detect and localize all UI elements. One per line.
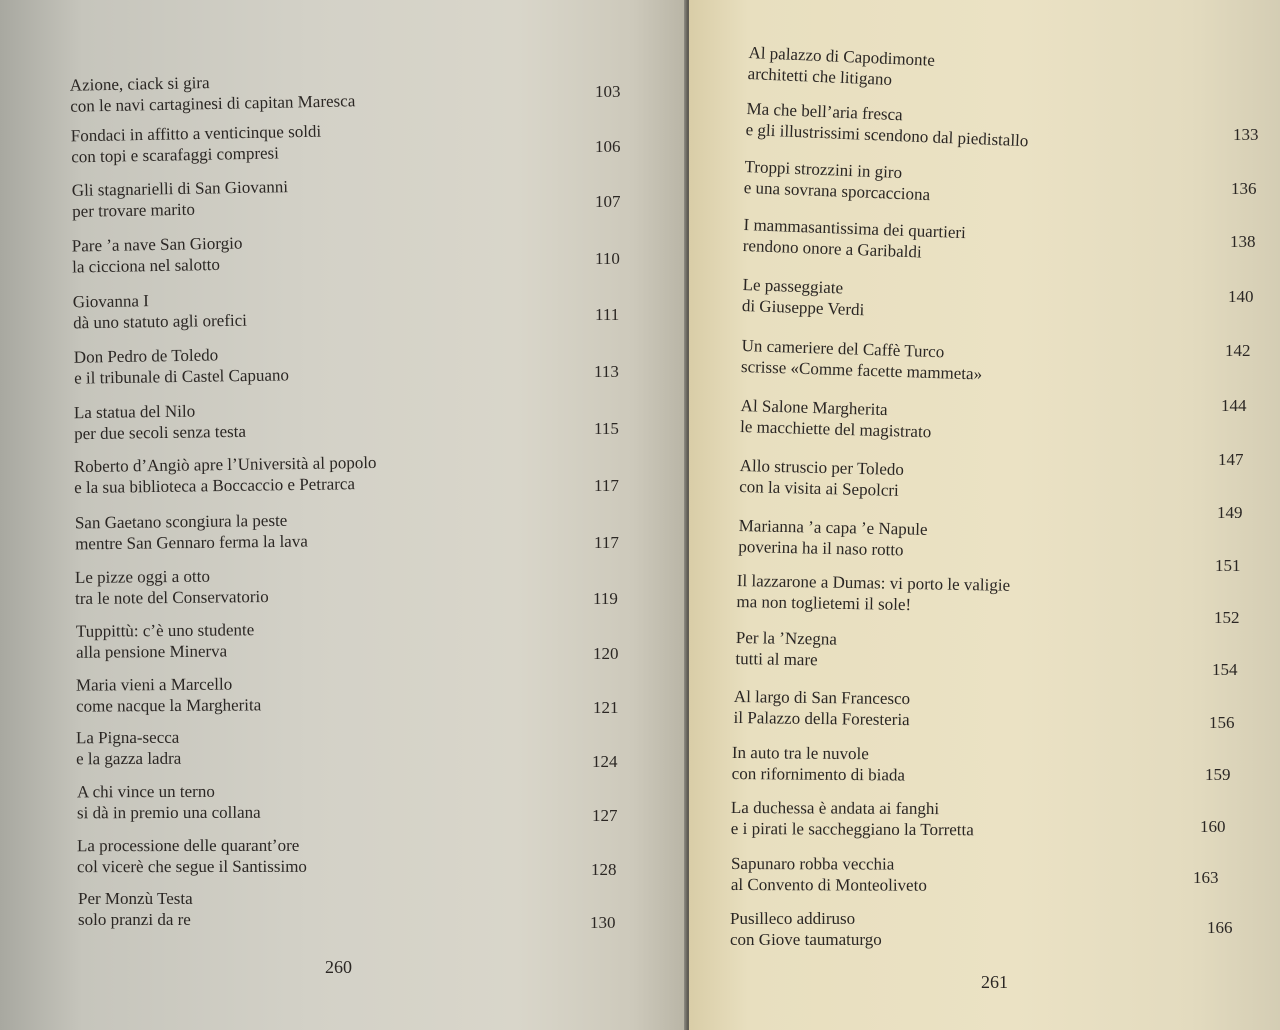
entry-subtitle: col vicerè che segue il Santissimo — [77, 856, 307, 877]
entry-subtitle: solo pranzi da re — [78, 910, 191, 929]
entry-subtitle: e la sua biblioteca a Boccaccio e Petrarca — [74, 474, 356, 498]
entry-page-number: 149 — [1217, 503, 1243, 522]
entry-page-number: 136 — [1231, 179, 1257, 198]
entry-title: Il lazzarone a Dumas: vi porto le valigie — [736, 570, 1011, 595]
entry-subtitle: il Palazzo della Foresteria — [733, 707, 910, 730]
toc-entry — [76, 673, 261, 716]
entry-title: Giovanna I — [72, 291, 150, 312]
entry-title: Gli stagnarielli di San Giovanni — [71, 177, 289, 200]
entry-page-number: 147 — [1218, 450, 1244, 469]
toc-entry — [73, 289, 247, 334]
toc-entry — [75, 510, 308, 555]
entry-page-number: 121 — [593, 698, 619, 717]
toc-entry — [77, 835, 307, 877]
right-page — [689, 0, 1280, 1030]
toc-entry — [74, 452, 377, 498]
entry-subtitle: per trovare marito — [72, 199, 196, 221]
toc-entry — [70, 69, 356, 116]
entry-subtitle: mentre San Gennaro ferma la lava — [75, 531, 308, 554]
toc-entry — [742, 274, 866, 320]
page-number: 261 — [981, 972, 1008, 992]
entry-title: Roberto d’Angiò apre l’Università al popolo — [73, 452, 377, 477]
entry-title: La Pigna-secca — [75, 727, 180, 748]
entry-title: Tuppittù: c’è uno studente — [75, 620, 255, 641]
entry-page-number: 120 — [593, 644, 619, 663]
entry-page-number: 166 — [1207, 918, 1233, 937]
entry-title: A chi vince un terno — [76, 781, 215, 802]
entry-title: Marianna ’a capa ’e Napule — [738, 515, 928, 539]
toc-entry — [76, 619, 255, 663]
entry-subtitle: rendono onore a Garibaldi — [742, 235, 922, 262]
entry-subtitle: architetti che litigano — [747, 63, 893, 90]
entry-title: Fondaci in affitto a venticinque soldi — [70, 121, 322, 146]
page-number: 260 — [325, 957, 352, 977]
toc-entry — [76, 727, 181, 770]
entry-title: I mammasantissima dei quartieri — [743, 214, 967, 243]
entry-subtitle: con Giove taumaturgo — [730, 930, 882, 949]
entry-page-number: 144 — [1221, 396, 1247, 415]
toc-entry — [78, 888, 193, 930]
entry-title: Azione, ciack si gira — [69, 73, 210, 95]
entry-title: La duchessa è andata ai fanghi — [730, 798, 940, 819]
entry-subtitle: con la visita ai Sepolcri — [738, 476, 899, 500]
entry-title: Pusilleco addiruso — [730, 909, 856, 928]
entry-page-number: 140 — [1228, 287, 1254, 306]
entry-subtitle: le macchiette del magistrato — [739, 416, 932, 442]
entry-subtitle: si dà in premio una collana — [77, 802, 261, 823]
entry-page-number: 103 — [595, 82, 621, 101]
entry-title: Pare ’a nave San Giorgio — [71, 233, 243, 256]
entry-title: La statua del Nilo — [73, 401, 196, 423]
toc-entry — [740, 395, 932, 442]
entry-title: Un cameriere del Caffè Turco — [741, 335, 945, 362]
toc-entry — [747, 42, 935, 92]
entry-subtitle: alla pensione Minerva — [76, 641, 228, 662]
entry-title: Troppi strozzini in giro — [744, 156, 903, 183]
entry-title: In auto tra le nuvole — [731, 742, 869, 764]
entry-page-number: 128 — [591, 860, 617, 879]
toc-entry — [72, 176, 289, 222]
toc-entry — [735, 627, 837, 671]
entry-subtitle: come nacque la Margherita — [76, 695, 262, 716]
entry-page-number: 117 — [594, 476, 619, 495]
entry-subtitle: tutti al mare — [735, 648, 818, 670]
entry-page-number: 151 — [1215, 556, 1241, 575]
toc-entry — [743, 156, 931, 205]
entry-title: Sapunaro robba vecchia — [730, 854, 895, 874]
toc-entry — [72, 233, 243, 278]
entry-title: Per Monzù Testa — [78, 889, 193, 908]
entry-page-number: 154 — [1212, 660, 1238, 679]
toc-entry — [730, 908, 882, 950]
entry-title: Al palazzo di Capodimonte — [748, 42, 936, 70]
toc-entry — [732, 742, 906, 786]
entry-page-number: 152 — [1214, 608, 1240, 627]
toc-entry — [74, 343, 289, 388]
entry-title: La processione delle quarant’ore — [76, 835, 300, 856]
entry-page-number: 106 — [595, 137, 621, 156]
entry-title: Per la ’Nzegna — [735, 627, 837, 649]
toc-entry — [733, 686, 910, 730]
entry-page-number: 163 — [1193, 868, 1219, 887]
toc-entry — [745, 98, 1029, 151]
entry-subtitle: dà uno statuto agli orefici — [73, 310, 248, 333]
toc-entry — [71, 121, 322, 168]
entry-page-number: 159 — [1205, 765, 1231, 784]
entry-subtitle: con rifornimento di biada — [731, 763, 906, 785]
entry-page-number: 127 — [592, 806, 618, 825]
toc-entry — [731, 853, 927, 896]
entry-subtitle: tra le note del Conservatorio — [75, 586, 269, 609]
entry-title: Al largo di San Francesco — [733, 686, 911, 709]
entry-subtitle: poverina ha il naso rotto — [738, 536, 904, 560]
entry-page-number: 130 — [590, 913, 616, 932]
entry-subtitle: e i pirati le saccheggiano la Torretta — [730, 818, 974, 840]
entry-subtitle: con topi e scarafaggi compresi — [71, 143, 280, 167]
entry-subtitle: ma non toglietemi il sole! — [736, 591, 912, 615]
toc-entry — [739, 455, 904, 501]
entry-subtitle: per due secoli senza testa — [74, 421, 247, 444]
entry-title: Don Pedro de Toledo — [73, 345, 219, 367]
entry-subtitle: con le navi cartaginesi di capitan Maresca — [70, 91, 356, 116]
entry-subtitle: al Convento di Monteoliveto — [730, 874, 927, 895]
entry-page-number: 115 — [594, 419, 619, 438]
toc-entry — [75, 565, 269, 609]
toc-entry — [742, 214, 966, 264]
entry-page-number: 110 — [595, 249, 620, 268]
entry-title: Al Salone Margherita — [740, 395, 888, 420]
entry-page-number: 138 — [1230, 232, 1256, 251]
entry-page-number: 113 — [594, 362, 619, 381]
entry-page-number: 124 — [592, 752, 618, 771]
entry-subtitle: e il tribunale di Castel Capuano — [74, 365, 290, 388]
toc-entry — [736, 570, 1010, 617]
entry-title: Maria vieni a Marcello — [75, 674, 233, 695]
entry-page-number: 107 — [595, 192, 621, 211]
entry-page-number: 156 — [1209, 713, 1235, 732]
entry-page-number: 111 — [595, 305, 620, 324]
toc-entry — [74, 400, 246, 444]
toc-entry — [77, 781, 261, 824]
entry-title: Le pizze oggi a otto — [74, 566, 211, 588]
entry-subtitle: la cicciona nel salotto — [72, 254, 221, 277]
entry-page-number: 119 — [593, 589, 618, 608]
entry-subtitle: e una sovrana sporcacciona — [743, 177, 931, 205]
toc-entry — [731, 797, 974, 840]
entry-page-number: 117 — [594, 533, 619, 552]
entry-title: San Gaetano scongiura la peste — [74, 510, 288, 533]
entry-subtitle: e gli illustrissimi scendono dal piedistallo — [745, 119, 1029, 151]
entry-subtitle: e la gazza ladra — [76, 748, 182, 769]
entry-subtitle: di Giuseppe Verdi — [741, 295, 865, 320]
entry-title: Le passeggiate — [742, 274, 844, 298]
entry-title: Allo struscio per Toledo — [739, 455, 905, 480]
toc-entry — [738, 515, 928, 561]
entry-subtitle: scrisse «Comme facette mammeta» — [740, 356, 983, 384]
toc-entry — [741, 335, 983, 385]
entry-page-number: 160 — [1200, 817, 1226, 836]
entry-page-number: 133 — [1233, 125, 1259, 144]
entry-page-number: 142 — [1225, 341, 1251, 360]
entry-title: Ma che bell’aria fresca — [746, 98, 904, 125]
